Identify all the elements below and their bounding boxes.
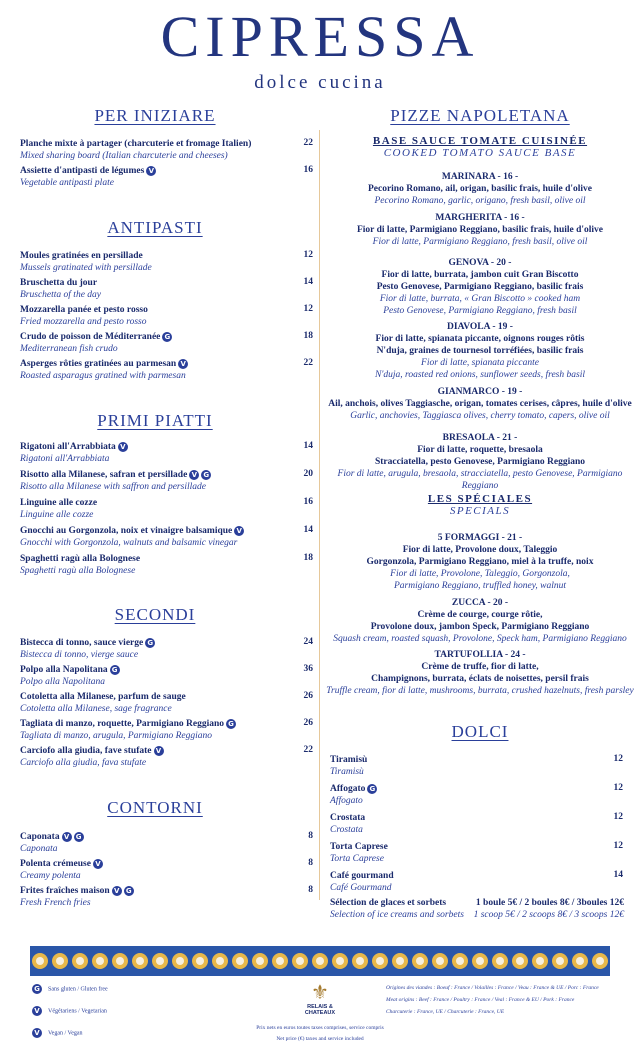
menu-item — [20, 691, 290, 715]
tile-motif — [270, 946, 290, 976]
footer-origins-fr: Origines des viandes : Boeuf : France / Volailles : France / Veau : France & UE / Porc : France — [386, 985, 599, 991]
dish-price: 26 — [303, 691, 313, 701]
tile-motif — [370, 946, 390, 976]
dish-name-row — [20, 553, 290, 565]
dish-name-row — [20, 138, 290, 150]
pizza-ingredients-fr: Ail, anchois, olives Taggiasche, origan, tomates cerises, câpres, huile d'olive — [328, 399, 632, 409]
menu-item — [330, 841, 580, 865]
pizza-ingredients-en: Garlic, anchovies, Taggiasca olives, cherry tomato, capers, olive oil — [350, 411, 610, 421]
dish-name-row — [330, 870, 580, 882]
gluten-free-icon: G — [32, 984, 42, 994]
pizza-base-heading — [326, 135, 634, 159]
pizza-item — [326, 597, 634, 645]
tile-motif — [350, 946, 370, 976]
legend-item — [30, 1028, 83, 1038]
dish-price: 18 — [303, 331, 313, 341]
dish-name-row — [20, 250, 290, 262]
legend-item — [30, 1006, 107, 1016]
dish-name-row — [20, 497, 290, 509]
dish-price: 22 — [303, 358, 313, 368]
dish-description: Café Gourmand — [330, 883, 392, 893]
section-title: SECONDI — [114, 605, 196, 624]
dish-price: 22 — [303, 745, 313, 755]
subhead-fr: BASE SAUCE TOMATE CUISINÉE — [372, 135, 588, 147]
dish-description: Linguine alle cozze — [20, 510, 94, 520]
dish-name-row — [20, 358, 290, 370]
dish-name: Gnocchi au Gorgonzola, noix et vinaigre balsamique — [20, 526, 233, 536]
legend-label: Végétariens / Vegetarian — [48, 1008, 107, 1015]
dish-price: 12 — [303, 304, 313, 314]
dish-name-row — [20, 469, 290, 481]
pizza-name: TARTUFOLLIA - 24 - — [434, 650, 526, 660]
decorative-tile-band — [30, 946, 610, 976]
pizza-ingredients-fr: Pecorino Romano, ail, origan, basilic frais, huile d'olive — [367, 184, 593, 194]
menu-item — [330, 783, 580, 807]
tile-motif — [290, 946, 310, 976]
dish-price: 8 — [308, 858, 313, 868]
dish-description: Caponata — [20, 844, 58, 854]
menu-item — [20, 138, 290, 162]
dish-price: 22 — [303, 138, 313, 148]
pizza-ingredients-en: Pecorino Romano, garlic, origano, fresh basil, olive oil — [374, 196, 586, 206]
tile-motif — [590, 946, 610, 976]
tile-motif — [390, 946, 410, 976]
section-title: DOLCI — [451, 722, 509, 741]
dish-name: Rigatoni all'Arrabbiata — [20, 442, 116, 452]
footer-prices-en: Net price (€) taxes and service included — [276, 1036, 364, 1042]
dish-description: Mixed sharing board (Italian charcuterie and cheeses) — [20, 151, 228, 161]
dish-price: 24 — [303, 637, 313, 647]
pizza-ingredients-fr: Crème de courge, courge rôtie, Provolone doux, jambon Speck, Parmigiano Reggiano — [370, 610, 590, 632]
vegetarian-icon: V — [146, 166, 156, 176]
dish-name: Bistecca di tonno, sauce vierge — [20, 638, 144, 648]
menu-item — [20, 441, 290, 465]
dish-description: Spaghetti ragù alla Bolognese — [20, 566, 136, 576]
tile-motif — [30, 946, 50, 976]
dish-description: Mediterranean fish crudo — [20, 344, 118, 354]
dish-name: Asperges rôties gratinées au parmesan — [20, 359, 177, 369]
section-title: CONTORNI — [107, 798, 203, 817]
dish-price: 12 — [613, 841, 623, 851]
menu-item — [20, 250, 290, 274]
tile-motif — [310, 946, 330, 976]
pizza-ingredients-en: Truffle cream, fior di latte, mushrooms, burrata, crushed hazelnuts, fresh parsley — [326, 686, 634, 696]
section-title: PRIMI PIATTI — [97, 411, 213, 430]
price-fr: 1 boule 5€ / 2 boules 8€ / 3boules 12€ — [475, 898, 624, 908]
menu-item — [20, 525, 290, 549]
legend-label: Sans gluten / Gluten free — [48, 986, 108, 993]
vegetarian-icon: V — [62, 832, 72, 842]
pizza-name: GIANMARCO - 19 - — [437, 387, 523, 397]
vegetarian-icon: V — [234, 526, 244, 536]
dish-name-row — [20, 277, 290, 289]
tile-motif — [70, 946, 90, 976]
ice-cream-prices — [458, 897, 624, 921]
menu-item — [330, 870, 580, 894]
menu-item — [20, 637, 290, 661]
pizza-name: 5 FORMAGGI - 21 - — [437, 533, 523, 543]
restaurant-title: CIPRESSA — [160, 4, 480, 69]
dish-name: Planche mixte à partager (charcuterie et fromage Italien) — [20, 139, 252, 149]
tile-motif — [90, 946, 110, 976]
dish-description: Tiramisù — [330, 767, 364, 777]
dish-description: Cotoletta alla Milanese, sage fragrance — [20, 704, 172, 714]
dish-price: 16 — [303, 165, 313, 175]
dish-name-row — [20, 441, 290, 453]
dish-name: Crudo de poisson de Méditerranée — [20, 332, 161, 342]
dish-name-row — [20, 304, 290, 316]
dish-name-row — [20, 525, 290, 537]
subhead-fr: LES SPÉCIALES — [427, 493, 533, 505]
gluten-free-icon: G — [110, 665, 120, 675]
menu-item — [20, 718, 290, 742]
dish-description: Mussels gratinated with persillade — [20, 263, 152, 273]
pizza-name: ZUCCA - 20 - — [451, 598, 509, 608]
pizza-item — [326, 257, 634, 317]
footer-origins-en: Meat origins : Beef : France / Poultry : France / Veal : France & EU / Pork : France — [386, 997, 575, 1003]
menu-item — [330, 812, 580, 836]
dish-price: 14 — [303, 441, 313, 451]
dish-name: Crostata — [330, 813, 366, 823]
dish-name: Spaghetti ragù alla Bolognese — [20, 554, 141, 564]
vegetarian-icon: V — [32, 1028, 42, 1038]
dish-price: 12 — [303, 250, 313, 260]
tile-motif — [250, 946, 270, 976]
tile-motif — [150, 946, 170, 976]
gluten-free-icon: G — [367, 784, 377, 794]
dish-price: 12 — [613, 812, 623, 822]
pizza-ingredients-fr: Fior di latte, roquette, bresaola Stracciatella, pesto Genovese, Parmigiano Reggiano — [374, 445, 586, 467]
vegetarian-icon: V — [112, 886, 122, 896]
dish-description: Polpo alla Napolitana — [20, 677, 105, 687]
logo-text: RELAIS & CHATEAUX — [304, 1004, 336, 1016]
dish-name: Tiramisù — [330, 755, 368, 765]
pizza-item — [326, 649, 634, 697]
pizza-item — [326, 386, 634, 422]
dish-price: 8 — [308, 885, 313, 895]
pizza-name: DIAVOLA - 19 - — [447, 322, 513, 332]
menu-item — [20, 885, 290, 909]
vegetarian-icon: V — [118, 442, 128, 452]
dish-description: Carciofo alla giudia, fava stufate — [20, 758, 147, 768]
dish-name-row — [330, 783, 580, 795]
pizza-ingredients-fr: Fior di latte, burrata, jambon cuit Gran Biscotto Pesto Genovese, Parmigiano Reggiano, basilic frais — [376, 270, 584, 292]
menu-item — [330, 754, 580, 778]
pizza-ingredients-en: Fior di latte, arugula, bresaola, stracciatella, pesto Genovese, Parmigiano Reggiano — [337, 469, 623, 491]
tile-motif — [410, 946, 430, 976]
dish-name: Sélection de glaces et sorbets — [330, 898, 447, 908]
dish-name-row — [20, 885, 290, 897]
subhead-en: COOKED TOMATO SAUCE BASE — [383, 147, 577, 159]
dish-name: Café gourmand — [330, 871, 394, 881]
price-en: 1 scoop 5€ / 2 scoops 8€ / 3 scoops 12€ — [473, 910, 624, 920]
menu-item — [20, 469, 290, 493]
gluten-free-icon: G — [162, 332, 172, 342]
tile-motif — [530, 946, 550, 976]
vegetarian-icon: V — [93, 859, 103, 869]
vegetarian-icon: V — [32, 1006, 42, 1016]
tile-motif — [230, 946, 250, 976]
footer-prices-fr: Prix nets en euros toutes taxes comprises, service compris — [256, 1025, 384, 1031]
menu-item — [20, 358, 290, 382]
dish-name-row — [20, 165, 290, 177]
dish-description: Roasted asparagus gratined with parmesan — [20, 371, 186, 381]
tile-motif — [550, 946, 570, 976]
dish-name-row — [330, 812, 580, 824]
dish-name-row — [330, 841, 580, 853]
tile-motif — [190, 946, 210, 976]
gluten-free-icon: G — [201, 470, 211, 480]
dish-description: Bistecca di tonno, vierge sauce — [20, 650, 139, 660]
pizza-ingredients-fr: Fior di latte, Parmigiano Reggiano, basilic frais, huile d'olive — [356, 225, 604, 235]
gluten-free-icon: G — [124, 886, 134, 896]
legend-label: Vegan / Vegan — [48, 1030, 83, 1037]
section-title: PER INIZIARE — [94, 106, 216, 125]
menu-item — [20, 497, 290, 521]
fleur-de-lis-icon: ⚜ — [311, 982, 329, 1004]
tile-motif — [470, 946, 490, 976]
dish-description: Gnocchi with Gorgonzola, walnuts and balsamic vinegar — [20, 538, 238, 548]
dish-price: 8 — [308, 831, 313, 841]
dish-description: Risotto alla Milanese with saffron and persillade — [20, 482, 206, 492]
menu-item — [20, 165, 290, 189]
dish-name-row — [20, 718, 290, 730]
pizza-ingredients-fr: Fior di latte, spianata piccante, oignons rouges rôtis N'duja, graines de tournesol torréfiées, basilic frais — [375, 334, 585, 356]
dish-description: Bruschetta of the day — [20, 290, 101, 300]
tile-motif — [430, 946, 450, 976]
menu-item — [20, 304, 290, 328]
tile-motif — [330, 946, 350, 976]
dish-description: Tagliata di manzo, arugula, Parmigiano Reggiano — [20, 731, 213, 741]
vegetarian-icon: V — [189, 470, 199, 480]
restaurant-subtitle: dolce cucina — [254, 72, 386, 93]
pizza-item — [326, 212, 634, 248]
dish-name: Frites fraîches maison — [20, 886, 110, 896]
menu-item — [20, 331, 290, 355]
dish-name: Cotoletta alla Milanese, parfum de sauge — [20, 692, 186, 702]
dish-description: Crostata — [330, 825, 363, 835]
dish-description: Selection of ice creams and sorbets — [330, 910, 464, 920]
dish-description: Fried mozzarella and pesto rosso — [20, 317, 147, 327]
dish-price: 26 — [303, 718, 313, 728]
tile-motif — [490, 946, 510, 976]
vegetarian-icon: V — [154, 746, 164, 756]
menu-item — [20, 858, 290, 882]
dish-price: 20 — [303, 469, 313, 479]
dish-price: 14 — [613, 870, 623, 880]
pizza-item — [326, 532, 634, 592]
dish-name: Polenta crémeuse — [20, 859, 91, 869]
dish-description: Rigatoni all'Arrabbiata — [20, 454, 110, 464]
section-title: ANTIPASTI — [107, 218, 203, 237]
relais-chateaux-logo — [303, 982, 337, 1016]
tile-motif — [510, 946, 530, 976]
menu-item — [20, 831, 290, 855]
tile-motif — [110, 946, 130, 976]
gluten-free-icon: G — [145, 638, 155, 648]
dish-name-row — [20, 831, 290, 843]
legend-item — [30, 984, 108, 994]
pizza-ingredients-en: Fior di latte, burrata, « Gran Biscotto » cooked ham Pesto Genovese, Parmigiano Reggiano, fresh basil — [379, 294, 581, 316]
dish-name: Assiette d'antipasti de légumes — [20, 166, 145, 176]
dish-name: Bruschetta du jour — [20, 278, 98, 288]
speciales-heading — [326, 493, 634, 517]
pizza-name: GENOVA - 20 - — [448, 258, 512, 268]
pizza-name: MARINARA - 16 - — [441, 172, 519, 182]
dish-price: 14 — [303, 277, 313, 287]
dish-price: 16 — [303, 497, 313, 507]
dish-name-row — [20, 664, 290, 676]
pizza-ingredients-en: Fior di latte, spianata piccante N'duja, roasted red onions, sunflower seeds, fresh basil — [375, 358, 585, 380]
dish-price: 12 — [613, 754, 623, 764]
footer-charcuterie: Charcuterie : France, UE / Charcuterie : France, UE — [386, 1009, 505, 1015]
dish-name-row — [20, 858, 290, 870]
tile-motif — [170, 946, 190, 976]
pizza-ingredients-en: Squash cream, roasted squash, Provolone, Speck ham, Parmigiano Reggiano — [333, 634, 627, 644]
dish-name: Moules gratinées en persillade — [20, 251, 143, 261]
tile-motif — [210, 946, 230, 976]
dish-name: Linguine alle cozze — [20, 498, 98, 508]
dish-price: 12 — [613, 783, 623, 793]
gluten-free-icon: G — [74, 832, 84, 842]
pizza-ingredients-en: Fior di latte, Parmigiano Reggiano, fresh basil, olive oil — [372, 237, 588, 247]
dish-name: Mozzarella panée et pesto rosso — [20, 305, 148, 315]
menu-item — [20, 664, 290, 688]
pizza-item — [326, 171, 634, 207]
dish-name-row — [330, 754, 580, 766]
section-title: PIZZE NAPOLETANA — [390, 106, 570, 125]
dish-name: Polpo alla Napolitana — [20, 665, 108, 675]
tile-motif — [570, 946, 590, 976]
tile-motif — [130, 946, 150, 976]
tile-motif — [50, 946, 70, 976]
pizza-item — [326, 321, 634, 381]
dish-price: 14 — [303, 525, 313, 535]
dish-name-row — [20, 637, 290, 649]
dish-description: Vegetable antipasti plate — [20, 178, 114, 188]
dish-name-row — [20, 691, 290, 703]
dish-name: Affogato — [330, 784, 366, 794]
dish-description: Torta Caprese — [330, 854, 384, 864]
dish-description: Creamy polenta — [20, 871, 81, 881]
pizza-ingredients-fr: Crème de truffe, fior di latte, Champignons, burrata, éclats de noisettes, persil frais — [371, 662, 589, 684]
tile-motif — [450, 946, 470, 976]
dish-price: 18 — [303, 553, 313, 563]
dish-name-row — [20, 745, 290, 757]
subhead-en: SPECIALS — [449, 505, 511, 517]
menu-item — [20, 745, 290, 769]
dish-name: Risotto alla Milanese, safran et persillade — [20, 470, 188, 480]
dish-description: Affogato — [330, 796, 363, 806]
pizza-name: MARGHERITA - 16 - — [435, 213, 525, 223]
dish-name: Carciofo alla giudia, fave stufate — [20, 746, 152, 756]
menu-item — [20, 277, 290, 301]
dish-name: Caponata — [20, 832, 60, 842]
menu-item — [20, 553, 290, 577]
dish-name-row — [20, 331, 290, 343]
gluten-free-icon: G — [226, 719, 236, 729]
dish-price: 36 — [303, 664, 313, 674]
column-divider — [319, 130, 320, 900]
pizza-ingredients-fr: Fior di latte, Provolone doux, Taleggio Gorgonzola, Parmigiano Reggiano, miel à la truffe, noix — [366, 545, 594, 567]
pizza-ingredients-en: Fior di latte, Provolone, Taleggio, Gorgonzola, Parmigiano Reggiano, truffled honey, walnut — [390, 569, 570, 591]
pizza-name: BRESAOLA - 21 - — [442, 433, 518, 443]
vegetarian-icon: V — [178, 359, 188, 369]
dish-name: Tagliata di manzo, roquette, Parmigiano Reggiano — [20, 719, 224, 729]
dish-description: Fresh French fries — [20, 898, 91, 908]
pizza-item — [326, 432, 634, 492]
dish-name: Torta Caprese — [330, 842, 388, 852]
